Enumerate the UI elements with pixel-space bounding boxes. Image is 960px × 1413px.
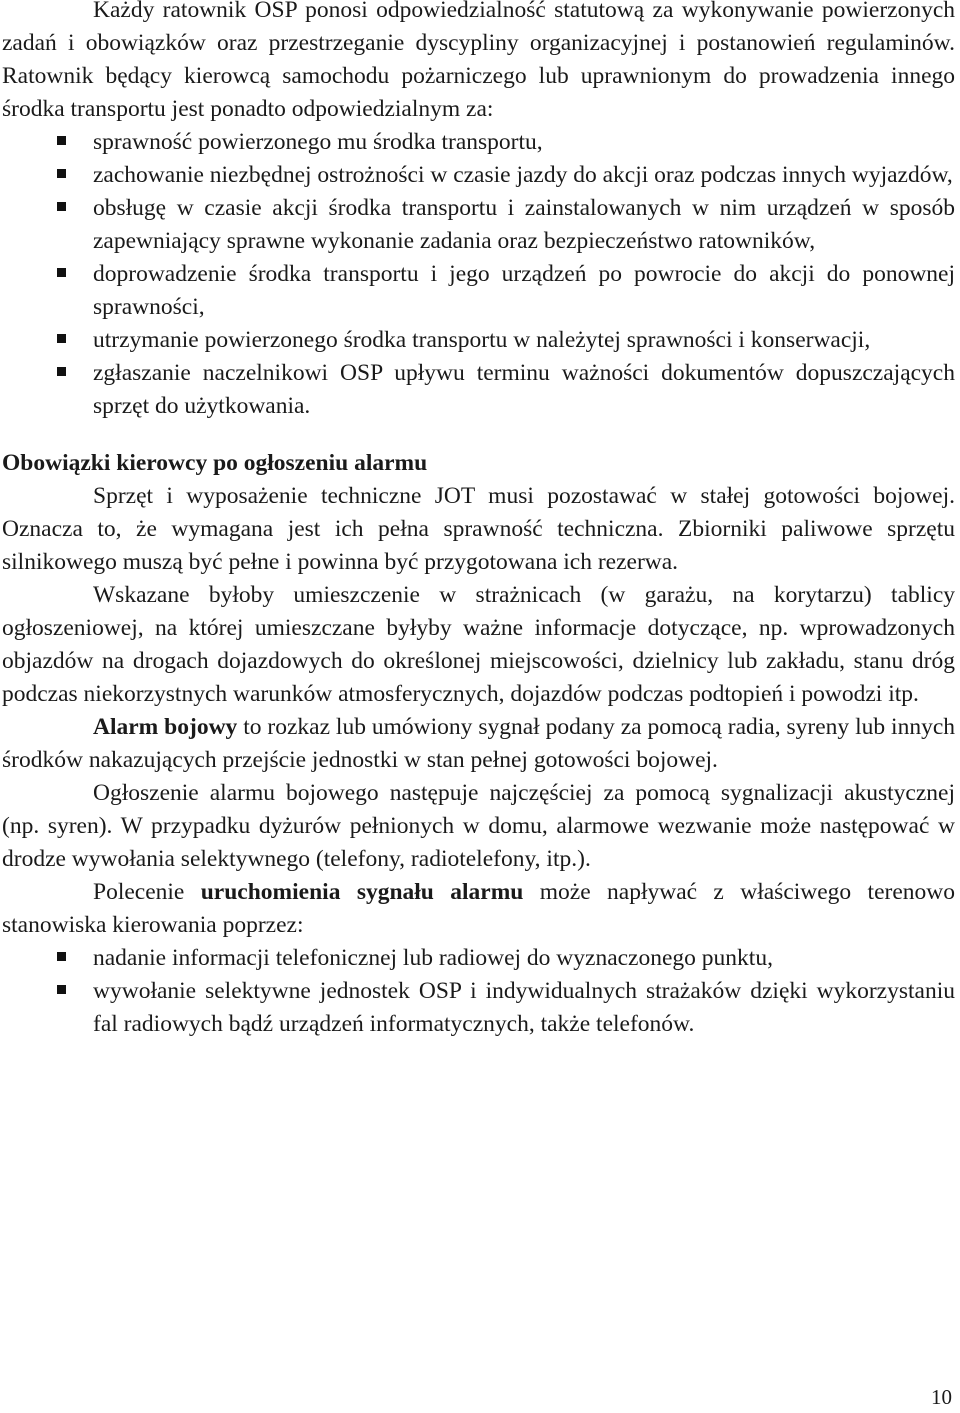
intro-paragraph: Każdy ratownik OSP ponosi odpowiedzialność statutową za wykonywanie powierzonych zadań i obowiązków oraz przestrzeganie dyscypliny organizacyjnej i postanowień regulaminów. Ratownik będący kierowcą samochodu pożarniczego lub uprawnionym do prowadzenia innego środka transportu jest ponadto odpowiedzialnym za: [2,0,955,122]
list-item [93,975,955,1041]
list-item-text: obsługę w czasie akcji środka transportu i zainstalowanych w nim urządzeń w sposób zapewniający sprawne wykonanie zadania oraz bezpieczeństwo ratowników, [93,195,955,254]
list-item-text: wywołanie selektywne jednostek OSP i indywidualnych strażaków dzięki wykorzystaniu fal radiowych bądź urządzeń informatycznych, także telefonów. [93,978,955,1037]
list-item-text: zachowanie niezbędnej ostrożności w czasie jazdy do akcji oraz podczas innych wyjazdów, [93,162,953,188]
paragraph-notice-board: Wskazane byłoby umieszczenie w strażnicach (w garażu, na korytarzu) tablicy ogłoszeniowej, na której umieszczane byłyby ważne informacje dotyczące, np. wprowadzonych objazdów na drogach dojazdowych do określonej miejscowości, dzielnicy lub zakładu, stanu dróg podczas niekorzystnych warunków atmosferycznych, dojazdów podczas podtopień i powodzi itp. [2,582,955,707]
list-item-text: nadanie informacji telefonicznej lub radiowej do wyznaczonego punktu, [93,945,773,971]
alarm-term: Alarm bojowy [93,714,238,740]
list-item [93,159,955,192]
alarm-method-list [2,942,955,1041]
square-bullet-icon [57,334,66,343]
list-item-text: sprawność powierzonego mu środka transportu, [93,129,543,155]
paragraph-alarm-definition [2,711,955,777]
square-bullet-icon [57,202,66,211]
list-item [93,357,955,423]
paragraph-readiness: Sprzęt i wyposażenie techniczne JOT musi pozostawać w stałej gotowości bojowej. Oznacza to, że wymagana jest ich pełna sprawność techniczna. Zbiorniki paliwowe sprzętu silnikowego muszą być pełne i powinna być przygotowana ich rezerwa. [2,483,955,575]
page-number: 10 [931,1385,952,1409]
list-item-text: zgłaszanie naczelnikowi OSP upływu terminu ważności dokumentów dopuszczających sprzęt do użytkowania. [93,360,955,419]
command-term: uruchomienia sygnału alarmu [200,879,524,905]
square-bullet-icon [57,985,66,994]
document-page [2,0,955,1041]
paragraph-alarm-announcement: Ogłoszenie alarmu bojowego następuje najczęściej za pomocą sygnalizacji akustycznej (np. syren). W przypadku dyżurów pełnionych w domu, alarmowe wezwanie może następować w drodze wywołania selektywnego (telefony, radiotelefony, itp.). [2,780,955,872]
list-item [93,126,955,159]
square-bullet-icon [57,268,66,277]
section-heading: Obowiązki kierowcy po ogłoszeniu alarmu [2,450,428,476]
paragraph-alarm-command [2,876,955,942]
list-item [93,258,955,324]
list-item-text: utrzymanie powierzonego środka transportu w należytej sprawności i konserwacji, [93,327,871,353]
list-item-text: doprowadzenie środka transportu i jego urządzeń po powrocie do akcji do ponownej sprawności, [93,261,955,320]
command-text-start: Polecenie [93,879,201,905]
square-bullet-icon [57,136,66,145]
list-item [93,324,955,357]
responsibility-list [2,126,955,423]
list-item [93,192,955,258]
list-item [93,942,955,975]
command-text-end: może napływać z właściwego terenowo stanowiska kierowania poprzez: [2,879,955,938]
square-bullet-icon [57,952,66,961]
square-bullet-icon [57,169,66,178]
square-bullet-icon [57,367,66,376]
alarm-definition-text: to rozkaz lub umówiony sygnał podany za pomocą radia, syreny lub innych środków nakazujących przejście jednostki w stan pełnej gotowości bojowej. [2,714,955,773]
